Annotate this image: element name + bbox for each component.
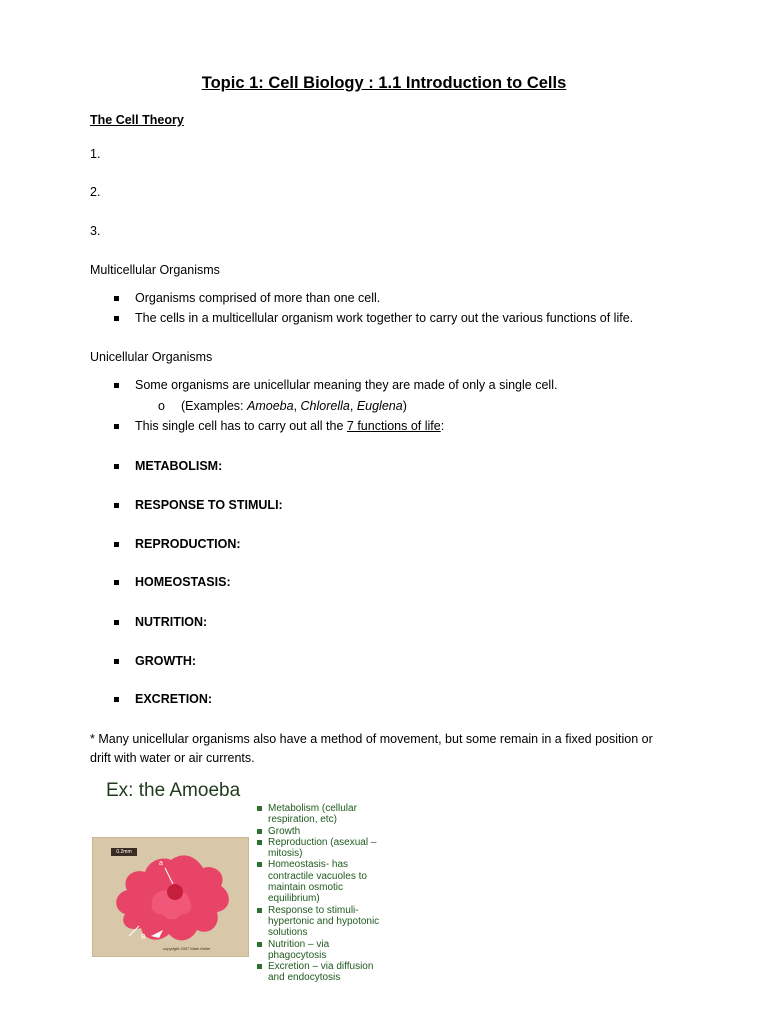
functions-of-life-link: 7 functions of life [346,419,441,433]
example-euglena: Euglena [356,399,403,413]
bullet-icon [114,383,119,388]
figure-title: Ex: the Amoeba [106,780,241,801]
bullet-icon [114,424,119,429]
amoeba-photo [92,837,249,957]
bullet-icon [114,697,119,702]
amoeba-nucleus [167,884,183,900]
example-chlorella: Chlorella [300,399,350,413]
list-item: Nutrition – via phagocytosis [256,939,406,962]
function-response-to-stimuli: RESPONSE TO STIMULI: [135,498,283,512]
list-item: Growth [256,826,406,837]
list-item: Homeostasis- has contractile vacuoles to maintain osmotic equilibrium) [256,859,406,904]
bullet-icon [114,503,119,508]
example-amoeba: Amoeba [247,399,294,413]
list-item: Response to stimuli- hypertonic and hypotonic solutions [256,905,406,939]
list-item: Reproduction (asexual – mitosis) [256,837,406,860]
list-item: Metabolism (cellular respiration, etc) [256,803,406,826]
photo-caption: copyright 2007 Mark Keller [163,946,211,951]
movement-note-line-2: drift with water or air currents. [90,751,255,765]
cell-theory-item-2: 2. [90,185,101,199]
list-item: The cells in a multicellular organism work together to carry out the various functions of life. [135,311,634,325]
function-reproduction: REPRODUCTION: [135,537,241,551]
function-metabolism: METABOLISM: [135,459,223,473]
list-item: Organisms comprised of more than one cell. [135,291,381,305]
movement-note-line-1: * Many unicellular organisms also have a method of movement, but some remain in a fixed position or [90,732,653,746]
list-item: Some organisms are unicellular meaning they are made of only a single cell. [135,378,558,392]
label-b: B [141,934,146,941]
list-item: This single cell has to carry out all the 7 functions of life: [135,419,445,433]
bullet-icon [114,659,119,664]
list-item: Excretion – via diffusion and endocytosis [256,961,406,984]
multicellular-heading: Multicellular Organisms [90,263,220,277]
page-title: Topic 1: Cell Biology : 1.1 Introduction to Cells [201,74,567,92]
bullet-icon [114,580,119,585]
sub-bullet-marker: o [158,399,165,413]
function-excretion: EXCRETION: [135,692,213,706]
bullet-icon [114,464,119,469]
bullet-icon [114,620,119,625]
cell-theory-item-1: 1. [90,147,101,161]
cell-theory-item-3: 3. [90,224,101,238]
unicellular-heading: Unicellular Organisms [90,350,213,364]
bullet-icon [114,316,119,321]
bullet-icon [114,296,119,301]
function-nutrition: NUTRITION: [135,615,208,629]
function-growth: GROWTH: [135,654,197,668]
examples-line: (Examples: Amoeba, Chlorella, Euglena) [181,399,407,413]
scale-bar: 0.2mm [111,848,137,856]
label-a: a [159,860,163,867]
amoeba-functions-list [256,803,406,984]
cell-theory-heading: The Cell Theory [90,113,184,127]
bullet-icon [114,542,119,547]
function-homeostasis: HOMEOSTASIS: [135,575,231,589]
